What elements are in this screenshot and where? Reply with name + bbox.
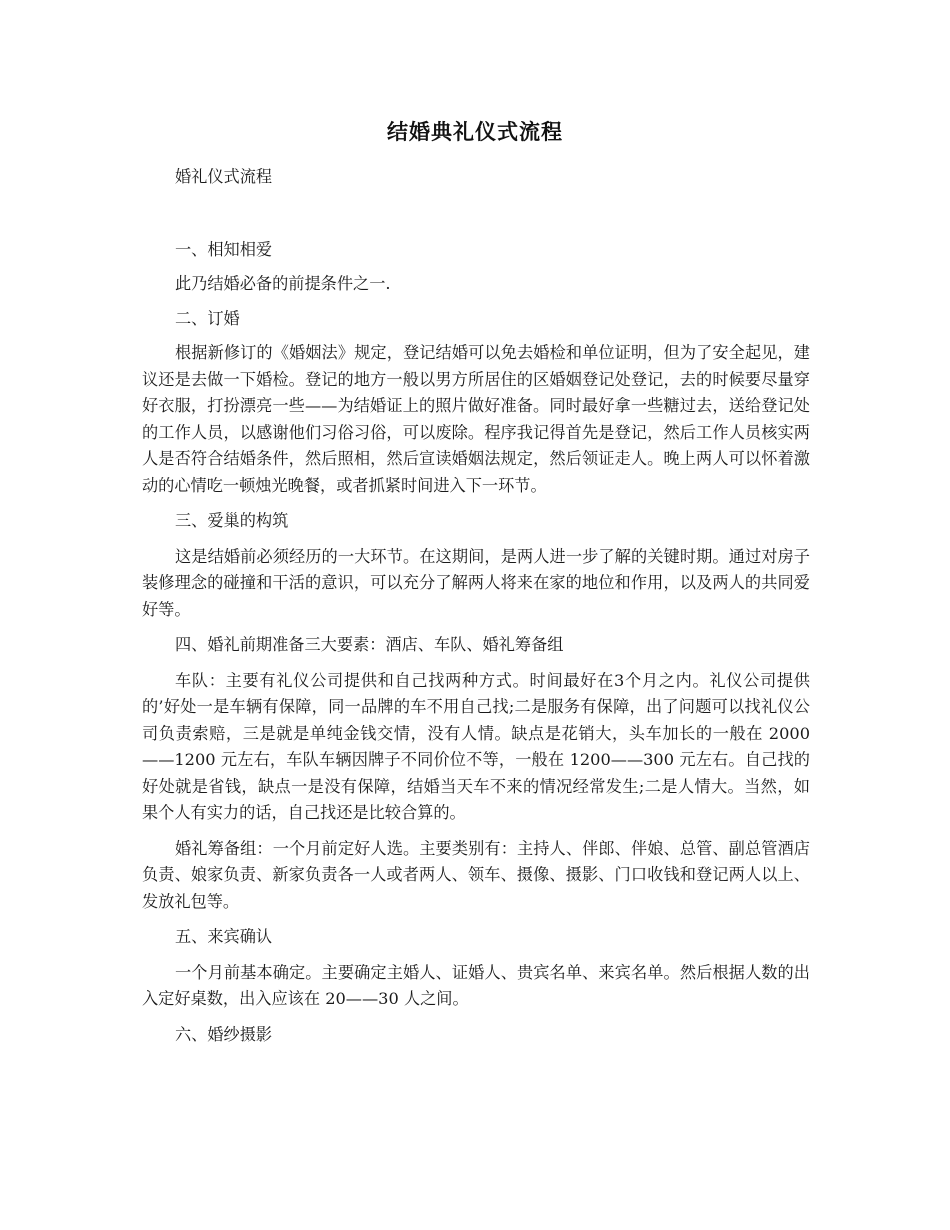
section-paragraph: 车队：主要有礼仪公司提供和自己找两种方式。时间最好在3个月之内。礼仪公司提供的’好处一是车辆有保障，同一品牌的车不用自己找;二是服务有保障，出了问题可以找礼仪公司负责索赔，三是就是单纯金钱交情，没有人情。缺点是花销大，头车加长的一般在 2000——1200 元左右，车队车辆因牌子不同价位不等，一般在 1200——300 元左右。自己找的好处就是省钱，缺点一是没有保障，结婚当天车不来的情况经常发生;二是人情大。当然，如果个人有实力的话，自己找还是比较合算的。 bbox=[142, 670, 810, 822]
section-heading: 三、爱巢的构筑 bbox=[175, 511, 289, 530]
section-paragraph: 根据新修订的《婚姻法》规定，登记结婚可以免去婚检和单位证明，但为了安全起见，建议还是去做一下婚检。登记的地方一般以男方所居住的区婚姻登记处登记，去的时候要尽量穿好衣服，打扮漂亮一些——为结婚证上的照片做好准备。同时最好拿一些糖过去，送给登记处的工作人员，以感谢他们习俗习俗，可以废除。程序我记得首先是登记，然后工作人员核实两人是否符合结婚条件，然后照相，然后宣读婚姻法规定，然后领证走人。晚上两人可以怀着激动的心情吃一顿烛光晚餐，或者抓紧时间进入下一环节。 bbox=[142, 343, 810, 495]
document-body bbox=[142, 164, 810, 1048]
section-heading: 五、来宾确认 bbox=[175, 927, 273, 946]
section-paragraph: 此乃结婚必备的前提条件之一. bbox=[175, 274, 391, 293]
section-heading: 四、婚礼前期准备三大要素：酒店、车队、婚礼筹备组 bbox=[175, 635, 564, 654]
section-paragraph: 婚礼筹备组：一个月前定好人选。主要类别有：主持人、伴郎、伴娘、总管、副总管酒店负责、娘家负责、新家负责各一人或者两人、领车、摄像、摄影、门口收钱和登记两人以上、发放礼包等。 bbox=[142, 838, 810, 911]
section-heading: 一、相知相爱 bbox=[175, 239, 273, 259]
section-heading: 六、婚纱摄影 bbox=[175, 1024, 273, 1044]
document-title: 结婚典礼仪式流程 bbox=[387, 119, 563, 144]
section-paragraph: 这是结婚前必须经历的一大环节。在这期间，是两人进一步了解的关键时期。通过对房子装修理念的碰撞和干活的意识，可以充分了解两人将来在家的地位和作用，以及两人的共同爱好等。 bbox=[142, 546, 810, 619]
section-paragraph: 一个月前基本确定。主要确定主婚人、证婚人、贵宾名单、来宾名单。然后根据人数的出入定好桌数，出入应该在 20——30 人之间。 bbox=[142, 962, 810, 1008]
section-heading: 二、订婚 bbox=[175, 308, 240, 328]
document-subtitle: 婚礼仪式流程 bbox=[175, 167, 273, 186]
